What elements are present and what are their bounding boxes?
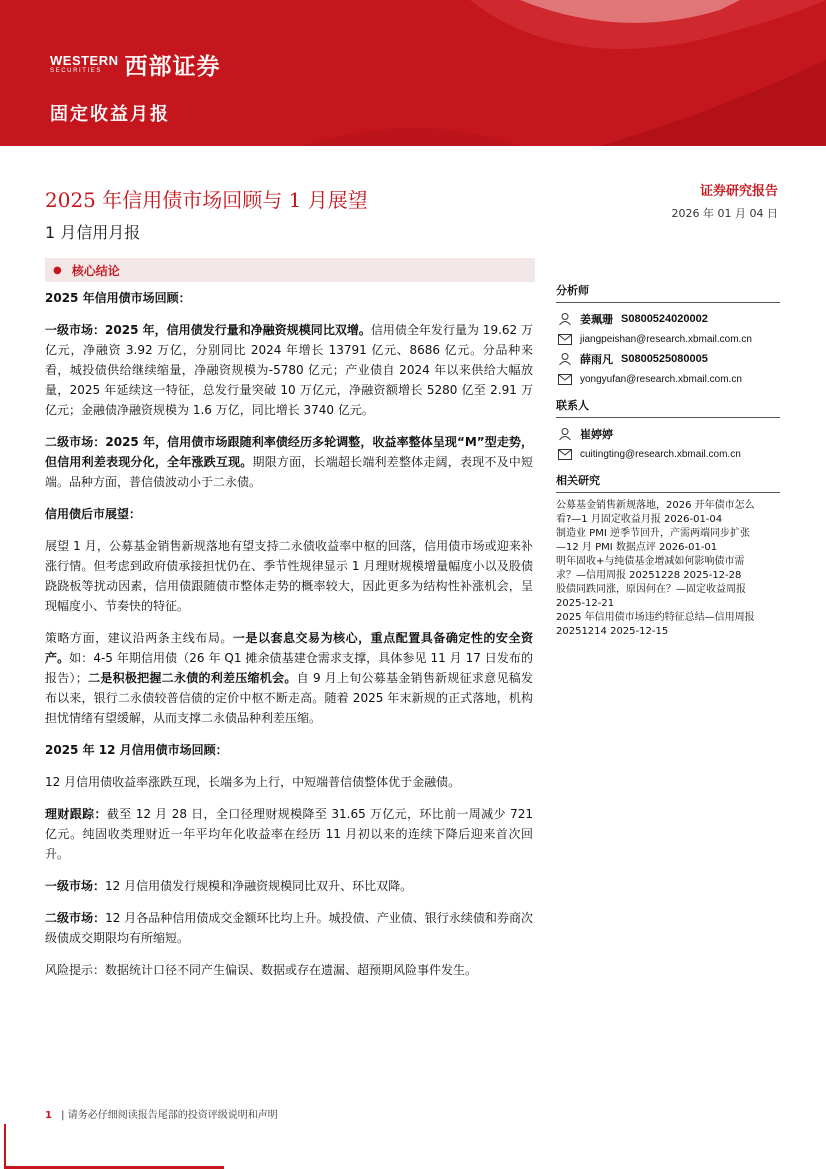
person-icon <box>556 351 574 367</box>
related-line[interactable]: 股债同跌同涨，原因何在？—固定收益周报 <box>556 584 746 595</box>
mail-icon <box>556 446 574 462</box>
p1-rest: 信用债全年发行量为 19.62 万亿元，净融资 3.92 万亿，分别同比 2024 年增长 13791 亿元、8686 亿元。分品种来看，城投债供给继续缩量，净融资规模为-5780 亿元；产业债自 2024 年以来供给大幅放量，2025 年延续这一特征，总发行量突破 10 万亿元，净融资额增长 5280 亿至 2.91 万亿元；金融债净融资规模为 1.6 万亿，同比增长 3740 亿元。 <box>45 323 533 417</box>
person-icon <box>556 426 574 442</box>
p2-bold: 二级市场：2025 年，信用债市场跟随利率债经历多轮调整，收益率整体呈现“M”型走势，但信用利差表现分化，全年涨跌互现。 <box>45 435 533 469</box>
contact-heading: 联系人 <box>556 395 780 418</box>
header-banner <box>0 0 826 146</box>
main-content <box>45 288 533 992</box>
related-line[interactable]: 2025-12-21 <box>556 598 615 609</box>
related-line[interactable]: —12 月 PMI 数据点评 2026-01-01 <box>556 542 718 553</box>
contact-email[interactable]: cuitingting@research.xbmail.com.cn <box>580 448 741 460</box>
related-line[interactable]: 制造业 PMI 逆季节回升，产需两端同步扩张 <box>556 528 750 539</box>
contact-email-row <box>556 444 780 464</box>
analyst-1 <box>556 309 780 329</box>
section-heading-outlook: 信用债后市展望： <box>45 507 142 521</box>
paragraph-risk: 风险提示：数据统计口径不同产生偏误、数据或存在遗漏、超预期风险事件发生。 <box>45 963 478 977</box>
p7-rest: 12 月信用债发行规模和净融资规模同比双升、环比双降。 <box>105 879 413 893</box>
related-heading: 相关研究 <box>556 470 780 493</box>
related-research-list <box>556 499 780 639</box>
paragraph-outlook: 展望 1 月，公募基金销售新规落地有望支持二永债收益率中枢的回落，信用债市场或迎来补涨行情。但考虑到政府债承接担忧仍在、季节性规律显示 1 月理财规模增量幅度小以及股债跷跷板等扰动因素，信用债跟随债市整体走势的概率较大，因此更多为结构性补涨机会，呈现幅度小、节奏快的特征。 <box>45 539 533 613</box>
page-number: 1 <box>45 1110 52 1121</box>
p6-rest: 截至 12 月 28 日，全口径理财规模降至 31.65 万亿元，环比前一周减少 721 亿元。纯固收类理财近一年平均年化收益率在经历 11 月初以来的连续下降后迎来首次回升。 <box>45 807 533 861</box>
paragraph-strategy <box>45 628 533 728</box>
related-line[interactable]: 公募基金销售新规落地，2026 开年债市怎么 <box>556 500 755 511</box>
paragraph-wealth-tracking <box>45 804 533 864</box>
p6-bold: 理财跟踪： <box>45 807 107 821</box>
analyst-email[interactable]: yongyufan@research.xbmail.com.cn <box>580 373 742 385</box>
core-conclusion-label: 核心结论 <box>71 263 120 278</box>
related-line[interactable]: 20251214 2025-12-15 <box>556 626 669 637</box>
logo <box>50 48 221 81</box>
paragraph-yield: 12 月信用债收益率涨跌互现，长端多为上行，中短端普信债整体优于金融债。 <box>45 775 461 789</box>
footer-disclaimer: | 请务必仔细阅读报告尾部的投资评级说明和声明 <box>61 1110 278 1121</box>
p4-a: 策略方面，建议沿两条主线布局。 <box>45 631 233 645</box>
p4-b: 一是以套息交易为核心，重点配置具备确定性的安全资产。 <box>45 631 533 665</box>
report-title: 2025 年信用债市场回顾与 1 月展望 <box>45 188 368 212</box>
analysts-heading: 分析师 <box>556 280 780 303</box>
section-heading-december: 2025 年 12 月信用债市场回顾： <box>45 743 228 757</box>
analyst-name: 姜珮珊 <box>580 313 613 326</box>
p1-bold: 一级市场：2025 年，信用债发行量和净融资规模同比双增。 <box>45 323 371 337</box>
analyst-cert: S0800525080005 <box>621 353 708 365</box>
analyst-cert: S0800524020002 <box>621 313 708 325</box>
contact-name: 崔婷婷 <box>580 428 613 441</box>
analyst-email-row <box>556 329 780 349</box>
sidebar <box>556 280 780 639</box>
paragraph-secondary-market <box>45 432 533 492</box>
analyst-name: 薛雨凡 <box>580 353 613 366</box>
report-type: 证券研究报告 <box>699 184 778 199</box>
section-heading-review: 2025 年信用债市场回顾： <box>45 291 191 305</box>
footer <box>45 1106 278 1121</box>
bullet-icon: ● <box>53 264 62 276</box>
analyst-2 <box>556 349 780 369</box>
p4-c: 如：4-5 年期信用债（26 年 Q1 摊余债基建仓需求支撑，具体参见 11 月 17 日发布的报告）； <box>45 651 533 685</box>
corner-decoration-vertical <box>4 1124 6 1169</box>
p8-bold: 二级市场： <box>45 911 106 925</box>
related-line[interactable]: 明年固收+与纯债基金增减如何影响债市需 <box>556 556 745 567</box>
banner-title: 固定收益月报 <box>50 104 170 125</box>
p4-d: 二是积极把握二永债的利差压缩机会。 <box>87 671 297 685</box>
logo-en-sub: SECURITIES <box>50 67 103 74</box>
related-line[interactable]: 求？—信用周报 20251228 2025-12-28 <box>556 570 742 581</box>
logo-english <box>50 52 119 75</box>
core-conclusion-header <box>45 258 535 282</box>
report-date: 2026 年 01 月 04 日 <box>671 207 778 220</box>
p4-e: 自 9 月上旬公募基金销售新规征求意见稿发布以来，银行二永债较普信债的定价中枢不断走高。随着 2025 年末新规的正式落地，机构担忧情绪有望缓解，从而支撑二永债品种利差压缩。 <box>45 671 533 725</box>
p7-bold: 一级市场： <box>45 879 106 893</box>
report-subtitle: 1 月信用月报 <box>45 223 141 242</box>
contact-person <box>556 424 780 444</box>
paragraph-dec-primary <box>45 876 533 896</box>
person-icon <box>556 311 574 327</box>
analyst-email[interactable]: jiangpeishan@research.xbmail.com.cn <box>580 333 752 345</box>
mail-icon <box>556 371 574 387</box>
p2-rest: 期限方面，长端超长端利差整体走阔，表现不及中短端。品种方面，普信债波动小于二永债。 <box>45 455 533 489</box>
paragraph-primary-market <box>45 320 533 420</box>
p8-rest: 12 月各品种信用债成交金额环比均上升。城投债、产业债、银行永续债和券商次级债成交期限均有所缩短。 <box>45 911 533 945</box>
related-line[interactable]: 2025 年信用债市场违约特征总结—信用周报 <box>556 612 755 623</box>
paragraph-dec-secondary <box>45 908 533 948</box>
related-line[interactable]: 看?—1 月固定收益月报 2026-01-04 <box>556 514 723 525</box>
analyst-email-row <box>556 369 780 389</box>
logo-en-text: WESTERN <box>50 52 119 68</box>
logo-chinese: 西部证券 <box>124 54 221 80</box>
mail-icon <box>556 331 574 347</box>
